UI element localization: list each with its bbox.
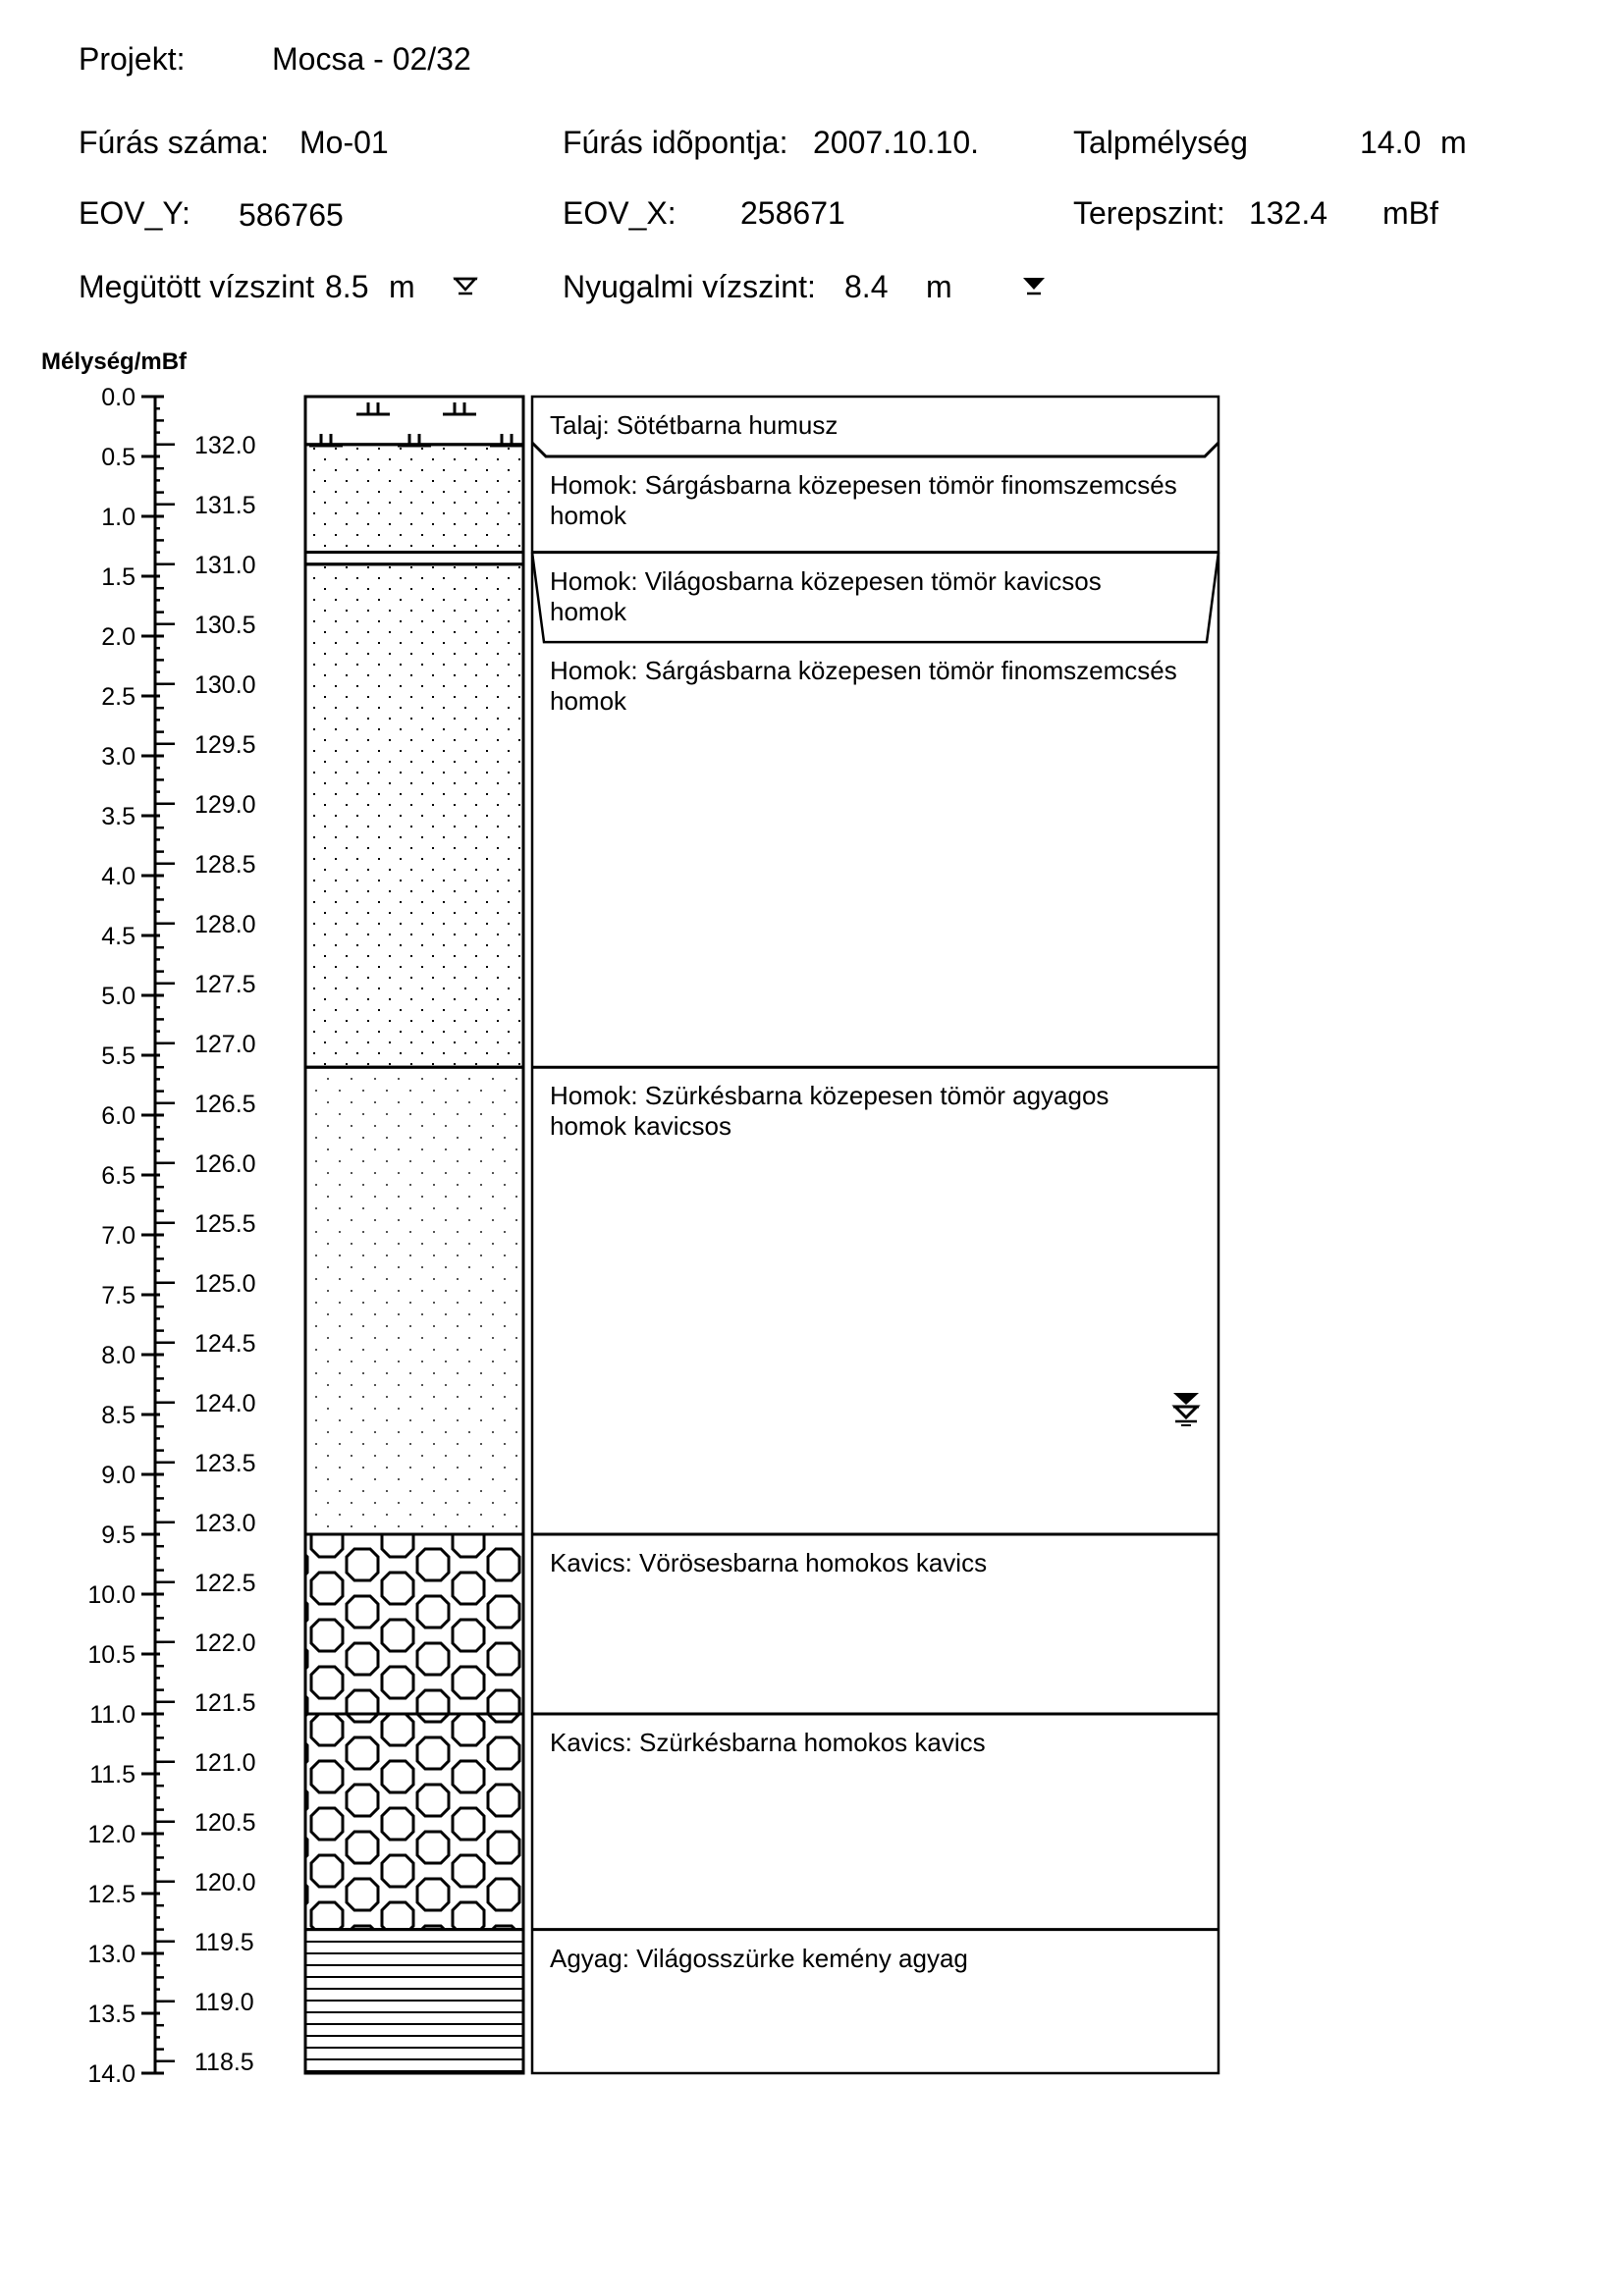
layer-description: Kavics: Vörösesbarna homokos kavics [550, 1548, 988, 1577]
bore-date-value: 2007.10.10. [813, 125, 980, 160]
bore-number-label: Fúrás száma: [79, 125, 269, 160]
depth-tick-label: 0.5 [101, 444, 135, 471]
bore-number-value: Mo-01 [299, 125, 389, 160]
elevation-tick-label: 124.0 [194, 1389, 256, 1417]
layer-description: Talaj: Sötétbarna humusz [550, 410, 839, 440]
depth-tick-label: 11.5 [89, 1761, 135, 1789]
bore-date-label: Fúrás idõpontja: [563, 125, 788, 160]
eov-x-value: 258671 [740, 195, 845, 231]
depth-tick-label: 2.0 [101, 623, 135, 651]
depth-tick-label: 11.0 [89, 1701, 135, 1729]
lithology-layer-gravel [305, 1534, 523, 1714]
layer-description: Kavics: Szürkésbarna homokos kavics [550, 1728, 986, 1757]
elevation-tick-label: 130.0 [194, 670, 256, 699]
elevation-tick-label: 120.5 [194, 1808, 256, 1837]
depth-tick-label: 12.5 [87, 1881, 135, 1908]
elevation-tick-label: 122.5 [194, 1569, 256, 1597]
elevation-tick-label: 126.0 [194, 1149, 256, 1178]
struck-water-label: Megütött vízszint [79, 269, 315, 304]
depth-tick-label: 3.5 [101, 803, 135, 830]
water-level-struck-icon [1175, 1407, 1197, 1417]
elevation-tick-label: 120.0 [194, 1868, 256, 1896]
elevation-tick-label: 125.0 [194, 1269, 256, 1298]
layer-description: Homok: Szürkésbarna közepesen tömör agyagos homok kavicsos [550, 1081, 1110, 1142]
elevation-tick-label: 122.0 [194, 1629, 256, 1657]
elevation-tick-label: 131.5 [194, 491, 256, 519]
depth-tick-label: 2.5 [101, 683, 135, 711]
elevation-tick-label: 123.0 [194, 1509, 256, 1537]
depth-tick-label: 10.5 [87, 1641, 135, 1669]
elevation-tick-label: 128.0 [194, 910, 256, 938]
ground-level-label: Terepszint: [1073, 195, 1225, 231]
description-boundary [532, 443, 1218, 456]
elevation-tick-label: 126.5 [194, 1090, 256, 1118]
depth-tick-label: 6.0 [101, 1102, 135, 1130]
struck-water-value: 8.5 [325, 269, 369, 304]
rest-water-unit: m [926, 269, 952, 304]
ground-level-value: 132.4 [1249, 195, 1328, 231]
depth-tick-label: 9.0 [101, 1462, 135, 1489]
project-value: Mocsa - 02/32 [272, 41, 471, 77]
elevation-tick-label: 125.5 [194, 1209, 256, 1238]
elevation-tick-label: 123.5 [194, 1449, 256, 1477]
elevation-tick-label: 124.5 [194, 1329, 256, 1358]
depth-tick-label: 3.0 [101, 743, 135, 771]
depth-tick-label: 6.5 [101, 1162, 135, 1190]
elevation-tick-label: 119.0 [194, 1988, 254, 2016]
ground-level-unit: mBf [1382, 195, 1438, 231]
depth-tick-label: 8.0 [101, 1342, 135, 1369]
rest-water-label: Nyugalmi vízszint: [563, 269, 816, 304]
elevation-tick-label: 118.5 [194, 2048, 254, 2076]
elevation-tick-label: 130.5 [194, 611, 256, 639]
depth-tick-label: 1.5 [101, 563, 135, 591]
layer-description: Agyag: Világosszürke kemény agyag [550, 1943, 968, 1973]
eov-y-label: EOV_Y: [79, 195, 190, 231]
eov-y-value: 586765 [239, 197, 344, 233]
elevation-tick-label: 129.5 [194, 730, 256, 759]
elevation-tick-label: 128.5 [194, 850, 256, 879]
rest-water-value: 8.4 [844, 269, 889, 304]
layer-description: Homok: Sárgásbarna közepesen tömör finomszemcsés homok [550, 470, 1177, 530]
lithology-layer-clay [305, 1930, 523, 2073]
eov-x-label: EOV_X: [563, 195, 677, 231]
struck-water-unit: m [389, 269, 415, 304]
total-depth-value: 14.0 [1360, 125, 1422, 160]
elevation-tick-label: 121.5 [194, 1688, 256, 1717]
elevation-tick-label: 129.0 [194, 790, 256, 819]
layer-description: Homok: Sárgásbarna közepesen tömör finomszemcsés homok [550, 656, 1177, 717]
depth-tick-label: 4.0 [101, 863, 135, 890]
depth-tick-label: 8.5 [101, 1402, 135, 1429]
depth-tick-label: 10.0 [87, 1581, 135, 1609]
depth-tick-label: 7.5 [101, 1282, 135, 1309]
depth-tick-label: 12.0 [87, 1821, 135, 1848]
total-depth-unit: m [1440, 125, 1467, 160]
lithology-layer-topsoil [305, 397, 523, 445]
depth-tick-label: 13.5 [87, 2001, 135, 2028]
lithology-layer-sand-sparse [305, 1067, 523, 1534]
depth-tick-label: 14.0 [87, 2060, 135, 2088]
elevation-tick-label: 127.0 [194, 1030, 256, 1058]
depth-tick-label: 7.0 [101, 1222, 135, 1250]
water-level-marker-icon [1173, 1393, 1199, 1425]
elevation-tick-label: 131.0 [194, 551, 256, 579]
project-label: Projekt: [79, 41, 186, 77]
layer-description: Homok: Világosbarna közepesen tömör kavicsos homok [550, 565, 1102, 626]
elevation-tick-label: 132.0 [194, 431, 256, 459]
lithology-layer-gravel [305, 1714, 523, 1930]
description-column-border [532, 397, 1218, 2073]
axis-title: Mélység/mBf [41, 348, 188, 375]
elevation-tick-label: 127.5 [194, 970, 256, 998]
depth-tick-label: 5.0 [101, 983, 135, 1010]
elevation-tick-label: 121.0 [194, 1748, 256, 1777]
depth-tick-label: 0.0 [101, 384, 135, 411]
lithology-layer-sand [305, 445, 523, 553]
depth-tick-label: 4.5 [101, 923, 135, 950]
lithology-layer-plain [305, 553, 523, 564]
depth-tick-label: 5.5 [101, 1042, 135, 1070]
depth-tick-label: 1.0 [101, 504, 135, 531]
water-level-rest-icon [1173, 1393, 1199, 1405]
total-depth-label: Talpmélység [1073, 125, 1248, 160]
depth-tick-label: 13.0 [87, 1941, 135, 1968]
elevation-tick-label: 119.5 [194, 1928, 254, 1956]
depth-tick-label: 9.5 [101, 1522, 135, 1549]
lithology-layer-sand [305, 564, 523, 1067]
